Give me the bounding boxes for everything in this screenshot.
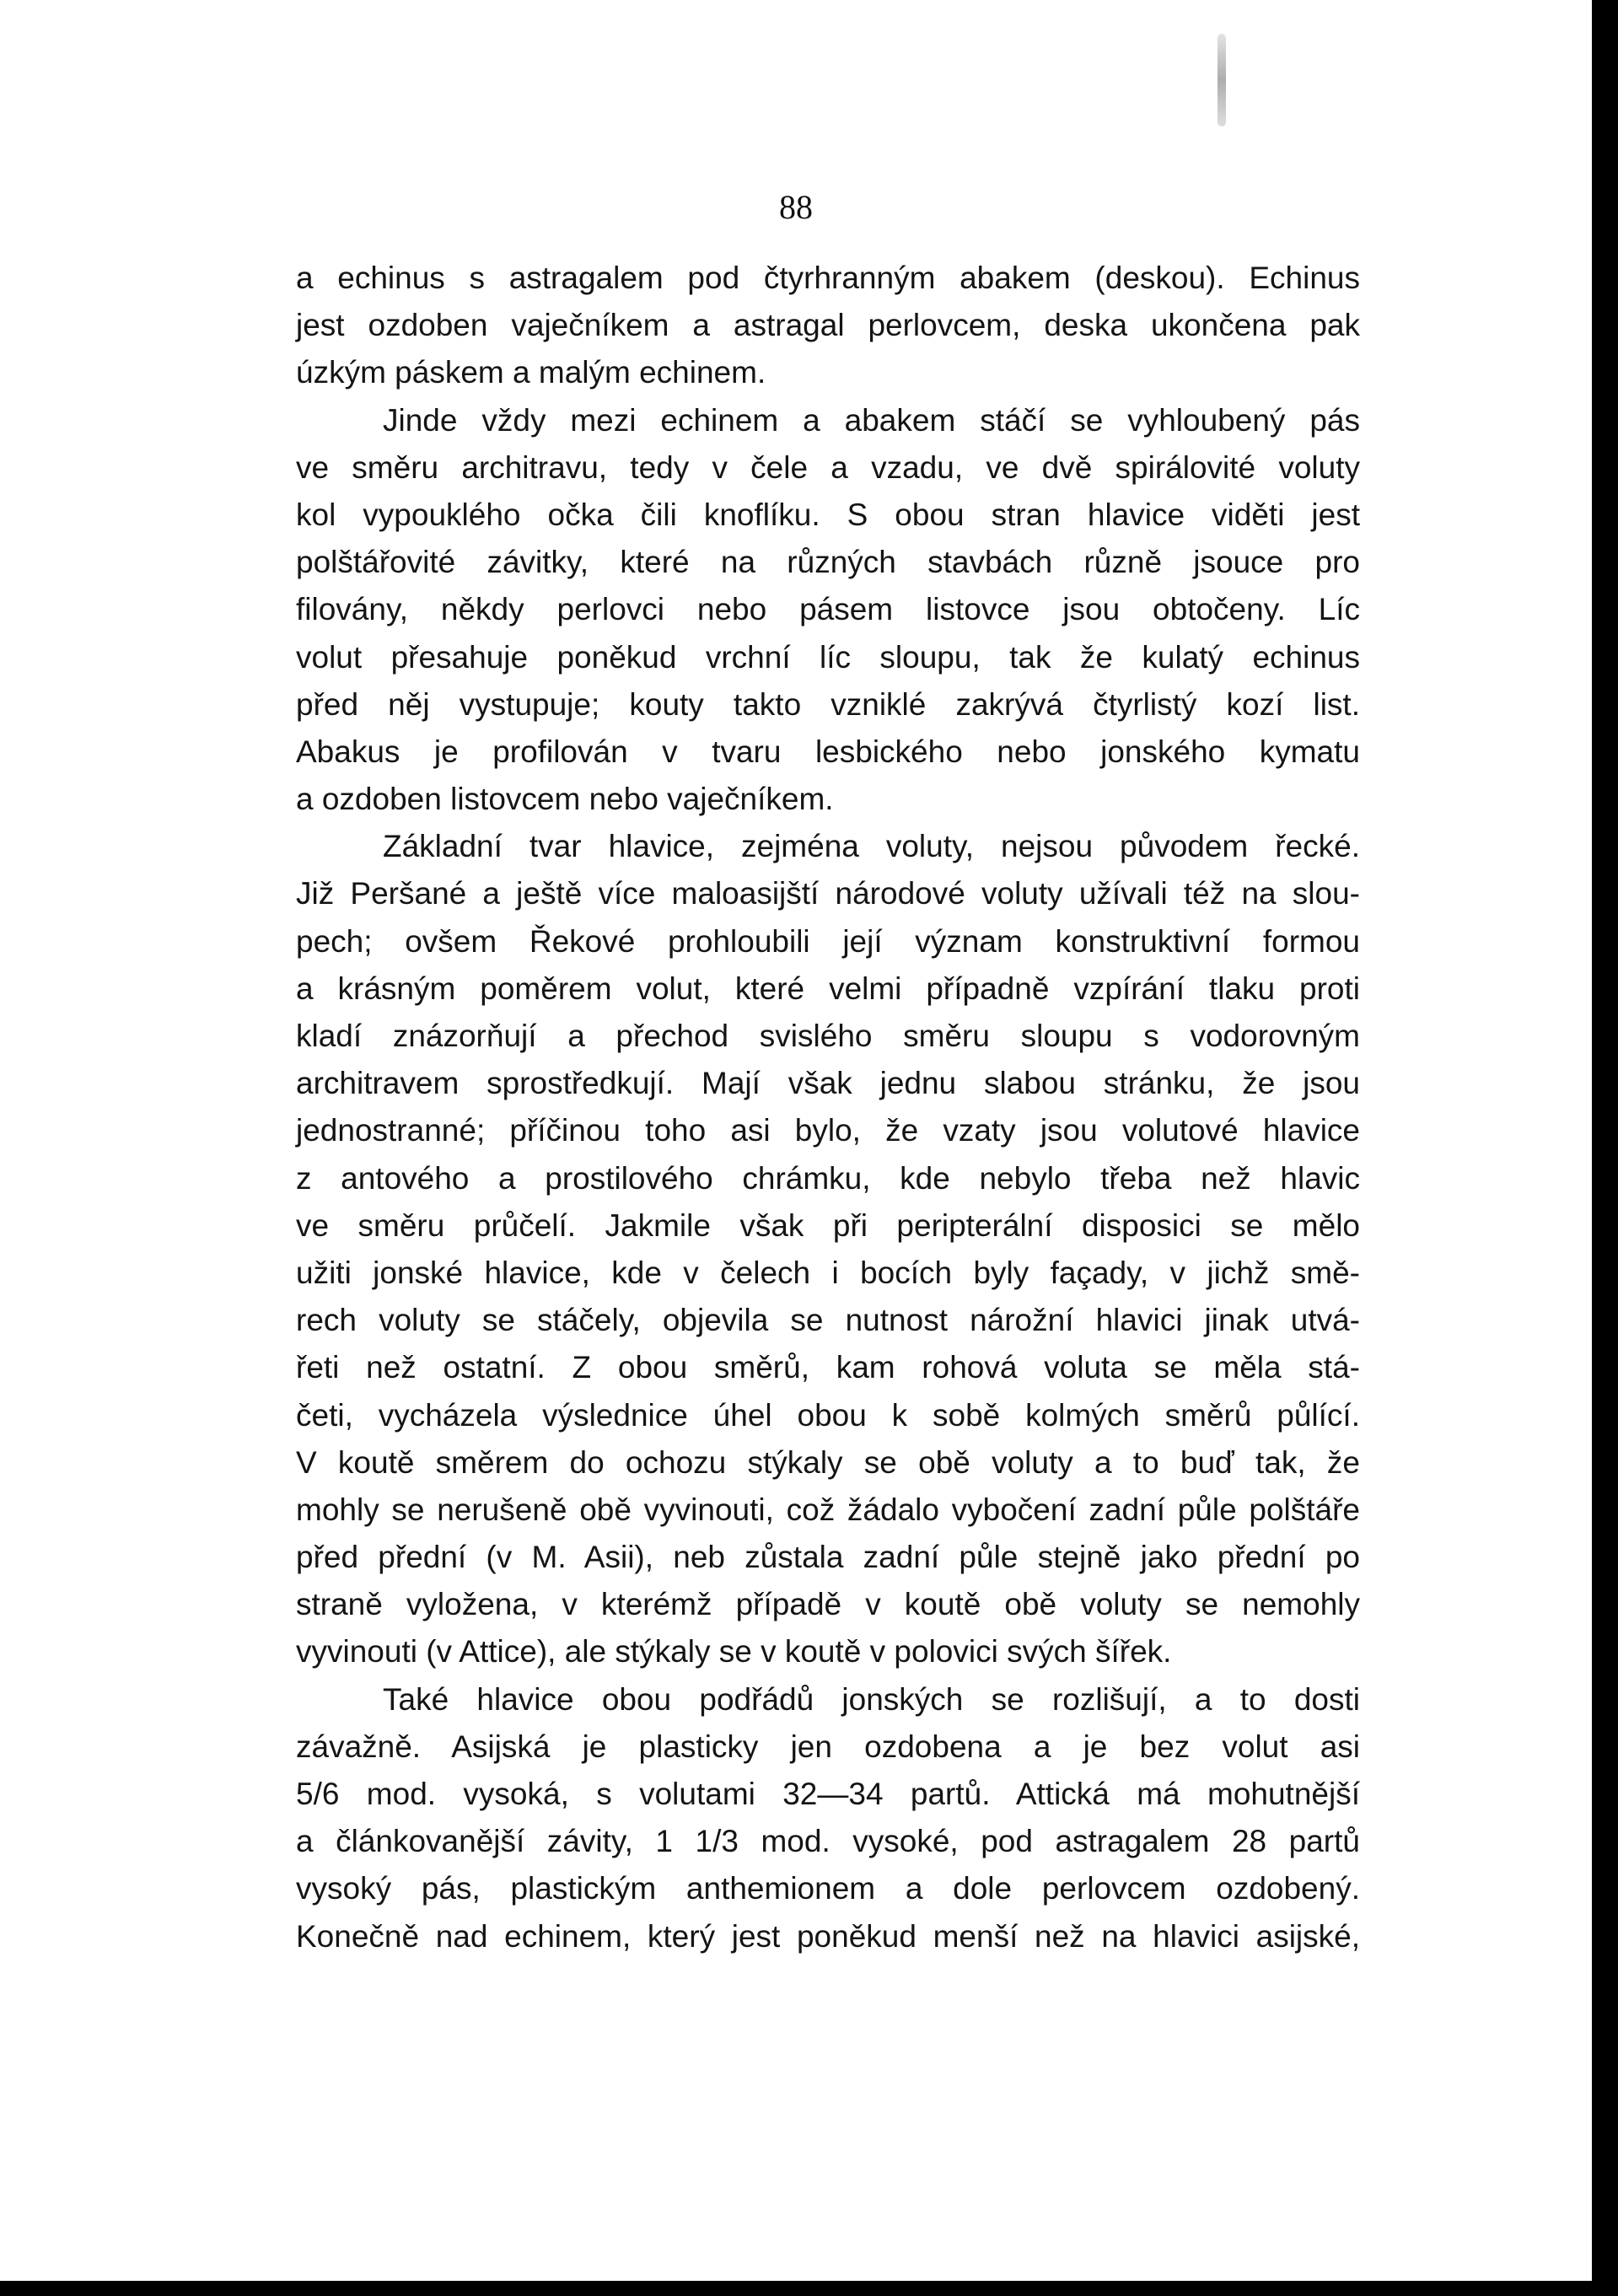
text-line: před přední (v M. Asii), neb zůstala zadní půle stejně jako přední po	[296, 1540, 1360, 1575]
page-number: 88	[779, 188, 813, 226]
text-line: pech; ovšem Řekové prohloubili její význam konstruktivní formou	[296, 923, 1360, 959]
text-line: Také hlavice obou podřádů jonských se rozlišují, a to dosti	[383, 1681, 1360, 1717]
text-line: užiti jonské hlavice, kde v čelech i bocích byly façady, v jichž smě-	[296, 1255, 1360, 1290]
text-line: filovány, někdy perlovci nebo pásem listovce jsou obtočeny. Líc	[296, 592, 1360, 627]
text-line: četi, vycházela výslednice úhel obou k sobě kolmých směrů půlící.	[296, 1397, 1360, 1433]
text-line: V koutě směrem do ochozu stýkaly se obě voluty a to buď tak, že	[296, 1444, 1360, 1480]
text-line: vyvinouti (v Attice), ale stýkaly se v koutě v polovici svých šířek.	[296, 1634, 1172, 1670]
text-line: a echinus s astragalem pod čtyrhranným abakem (deskou). Echinus	[296, 261, 1360, 295]
body-text	[296, 255, 1360, 1960]
text-line: Konečně nad echinem, který jest poněkud menší než na hlavici asijské,	[296, 1918, 1360, 1954]
text-line: kol vypouklého očka čili knoflíku. S obou stran hlavice viděti jest	[296, 497, 1360, 532]
text-line: straně vyložena, v kterémž případě v koutě obě voluty se nemohly	[296, 1587, 1360, 1622]
text-line: mohly se nerušeně obě vyvinouti, což žádalo vybočení zadní půle polštáře	[296, 1492, 1360, 1527]
text-line: vysoký pás, plastickým anthemionem a dole perlovcem ozdobený.	[296, 1871, 1360, 1906]
text-line: 5/6 mod. vysoká, s volutami 32—34 partů. Attická má mohutnější	[296, 1777, 1360, 1811]
scan-smudge	[1218, 34, 1226, 126]
text-line: před něj vystupuje; kouty takto vzniklé zakrývá čtyrlistý kozí list.	[296, 686, 1360, 722]
text-line: Abakus je profilován v tvaru lesbického nebo jonského kymatu	[296, 734, 1360, 769]
scan-border-right	[1592, 0, 1618, 2296]
text-line: ve směru architravu, tedy v čele a vzadu, ve dvě spirálovité voluty	[296, 449, 1360, 485]
text-line: z antového a prostilového chrámku, kde nebylo třeba než hlavic	[296, 1160, 1360, 1196]
text-line: rech voluty se stáčely, objevila se nutnost nárožní hlavici jinak utvá-	[296, 1303, 1360, 1338]
text-line: jest ozdoben vaječníkem a astragal perlovcem, deska ukončena pak	[296, 308, 1360, 343]
text-line: řeti než ostatní. Z obou směrů, kam rohová voluta se měla stá-	[296, 1350, 1360, 1385]
text-line: Již Peršané a ještě více maloasijští národové voluty užívali též na slou-	[296, 876, 1360, 911]
text-line: Jinde vždy mezi echinem a abakem stáčí se vyhloubený pás	[383, 402, 1360, 438]
text-line: kladí znázorňují a přechod svislého směru sloupu s vodorovným	[296, 1019, 1360, 1053]
text-line: závažně. Asijská je plasticky jen ozdobena a je bez volut asi	[296, 1729, 1360, 1764]
text-line: architravem sprostředkují. Mají však jednu slabou stránku, že jsou	[296, 1066, 1360, 1101]
text-line: a článkovanější závity, 1 1/3 mod. vysoké, pod astragalem 28 partů	[296, 1824, 1360, 1859]
text-line: jednostranné; příčinou toho asi bylo, že vzaty jsou volutové hlavice	[296, 1113, 1360, 1148]
text-line: úzkým páskem a malým echinem.	[296, 355, 766, 390]
text-line: polštářovité závitky, které na různých stavbách různě jsouce pro	[296, 545, 1360, 580]
text-line: volut přesahuje poněkud vrchní líc sloupu, tak že kulatý echinus	[296, 639, 1360, 675]
text-line: a ozdoben listovcem nebo vaječníkem.	[296, 782, 834, 817]
text-line: Základní tvar hlavice, zejména voluty, nejsou původem řecké.	[383, 829, 1360, 864]
text-line: a krásným poměrem volut, které velmi případně vzpírání tlaku proti	[296, 971, 1360, 1006]
text-line: ve směru průčelí. Jakmile však při peripterální disposici se mělo	[296, 1207, 1360, 1243]
scan-border-bottom	[0, 2281, 1618, 2296]
